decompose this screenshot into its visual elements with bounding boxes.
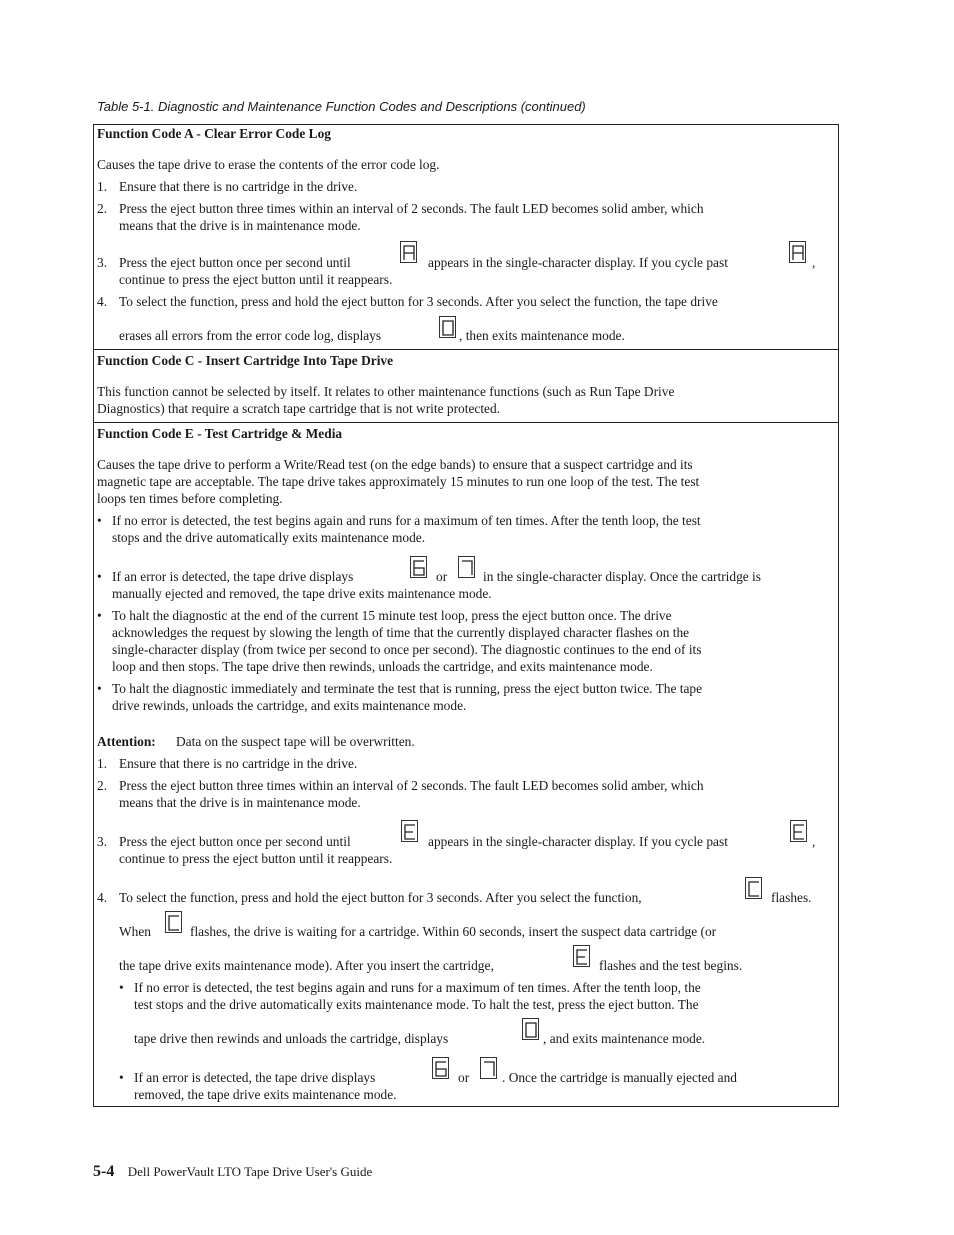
attention-label: Attention: bbox=[97, 734, 156, 749]
section-text: Diagnostics) that require a scratch tape cartridge that is not write protected. bbox=[97, 401, 501, 416]
step-text: Press the eject button once per second until bbox=[119, 834, 351, 849]
section-intro: magnetic tape are acceptable. The tape drive takes approximately 15 minutes to run one loop of the test. The test bbox=[97, 474, 700, 489]
function-code-table bbox=[93, 124, 839, 1107]
section-function-code-e bbox=[94, 422, 838, 1108]
step-text: Ensure that there is no cartridge in the drive. bbox=[119, 756, 358, 771]
bullet-text: removed, the tape drive exits maintenance mode. bbox=[134, 1087, 397, 1102]
bullet-text: manually ejected and removed, the tape drive exits maintenance mode. bbox=[112, 586, 492, 601]
display-char-6-icon bbox=[410, 556, 427, 578]
attention-text: Data on the suspect tape will be overwritten. bbox=[176, 734, 415, 749]
step-text: To select the function, press and hold the eject button for 3 seconds. After you select the function, bbox=[119, 890, 642, 905]
bullet: • bbox=[119, 980, 124, 995]
bullet: • bbox=[97, 513, 102, 528]
step-number: 1. bbox=[97, 179, 108, 194]
step-text: flashes and the test begins. bbox=[599, 958, 743, 973]
bullet-text: test stops and the drive automatically exits maintenance mode. To halt the test, press the eject button. The bbox=[134, 997, 699, 1012]
bullet-text: in the single-character display. Once the cartridge is bbox=[483, 569, 761, 584]
table-caption: Table 5-1. Diagnostic and Maintenance Function Codes and Descriptions (continued) bbox=[97, 99, 586, 114]
step-number: 3. bbox=[97, 255, 108, 270]
step-text: continue to press the eject button until it reappears. bbox=[119, 851, 393, 866]
bullet-text: acknowledges the request by slowing the length of time that the currently displayed character flashes on the bbox=[112, 625, 690, 640]
bullet-text: single-character display (from twice per second to once per second). The diagnostic continues to the end of its bbox=[112, 642, 702, 657]
step-text: erases all errors from the error code log, displays bbox=[119, 328, 382, 343]
bullet: • bbox=[97, 608, 102, 623]
display-char-7-icon bbox=[458, 556, 475, 578]
display-char-e-icon bbox=[790, 820, 807, 842]
bullet-text: tape drive then rewinds and unloads the cartridge, displays bbox=[134, 1031, 449, 1046]
step-text: Press the eject button three times within an interval of 2 seconds. The fault LED becomes solid amber, which bbox=[119, 778, 704, 793]
step-text: Press the eject button once per second until bbox=[119, 255, 351, 270]
step-text: continue to press the eject button until it reappears. bbox=[119, 272, 393, 287]
step-number: 2. bbox=[97, 201, 108, 216]
display-char-0-icon bbox=[522, 1018, 539, 1040]
display-char-0-icon bbox=[439, 316, 456, 338]
step-text: To select the function, press and hold the eject button for 3 seconds. After you select the function, the tape drive bbox=[119, 294, 718, 309]
step-text: means that the drive is in maintenance mode. bbox=[119, 218, 361, 233]
step-number: 4. bbox=[97, 890, 108, 905]
bullet: • bbox=[97, 681, 102, 696]
bullet-text: or bbox=[458, 1070, 470, 1085]
step-text: appears in the single-character display. If you cycle past bbox=[428, 255, 728, 270]
footer-title: Dell PowerVault LTO Tape Drive User's Guide bbox=[127, 1164, 373, 1179]
display-char-a-icon bbox=[400, 241, 417, 263]
bullet-text: If no error is detected, the test begins again and runs for a maximum of ten times. After the tenth loop, the test bbox=[112, 513, 701, 528]
bullet: • bbox=[97, 569, 102, 584]
bullet-text: To halt the diagnostic at the end of the current 15 minute test loop, press the eject button once. The drive bbox=[112, 608, 672, 623]
bullet: • bbox=[119, 1070, 124, 1085]
step-text: , bbox=[812, 834, 816, 849]
step-text: flashes. bbox=[771, 890, 812, 905]
bullet-text: If no error is detected, the test begins again and runs for a maximum of ten times. After the tenth loop, the bbox=[134, 980, 701, 995]
display-char-a-icon bbox=[789, 241, 806, 263]
section-intro: loops ten times before completing. bbox=[97, 491, 283, 506]
step-text: appears in the single-character display. If you cycle past bbox=[428, 834, 728, 849]
display-char-6-icon bbox=[432, 1057, 449, 1079]
page-footer bbox=[93, 1163, 372, 1181]
step-text: , bbox=[812, 255, 816, 270]
step-text: , then exits maintenance mode. bbox=[459, 328, 625, 343]
bullet-text: If an error is detected, the tape drive displays bbox=[134, 1070, 376, 1085]
step-text: means that the drive is in maintenance mode. bbox=[119, 795, 361, 810]
step-text: the tape drive exits maintenance mode). After you insert the cartridge, bbox=[119, 958, 494, 973]
display-char-c-icon bbox=[745, 877, 762, 899]
bullet-text: or bbox=[436, 569, 448, 584]
display-char-c-icon bbox=[165, 911, 182, 933]
section-intro: Causes the tape drive to perform a Write/Read test (on the edge bands) to ensure that a suspect cartridge and its bbox=[97, 457, 693, 472]
step-text: Ensure that there is no cartridge in the drive. bbox=[119, 179, 358, 194]
step-text: Press the eject button three times within an interval of 2 seconds. The fault LED becomes solid amber, which bbox=[119, 201, 704, 216]
bullet-text: , and exits maintenance mode. bbox=[543, 1031, 706, 1046]
step-number: 2. bbox=[97, 778, 108, 793]
section-function-code-a bbox=[94, 125, 838, 350]
section-heading: Function Code C - Insert Cartridge Into Tape Drive bbox=[97, 353, 394, 368]
section-heading: Function Code E - Test Cartridge & Media bbox=[97, 426, 343, 441]
bullet-text: stops and the drive automatically exits maintenance mode. bbox=[112, 530, 426, 545]
bullet-text: If an error is detected, the tape drive displays bbox=[112, 569, 354, 584]
display-char-e-icon bbox=[573, 945, 590, 967]
display-char-e-icon bbox=[401, 820, 418, 842]
section-function-code-c bbox=[94, 349, 838, 423]
section-heading: Function Code A - Clear Error Code Log bbox=[97, 126, 331, 141]
step-text: flashes, the drive is waiting for a cartridge. Within 60 seconds, insert the suspect data cartridge (or bbox=[190, 924, 717, 939]
bullet-text: To halt the diagnostic immediately and terminate the test that is running, press the eject button twice. The tape bbox=[112, 681, 703, 696]
page-number: 5-4 bbox=[93, 1163, 115, 1180]
step-number: 3. bbox=[97, 834, 108, 849]
step-number: 4. bbox=[97, 294, 108, 309]
bullet-text: . Once the cartridge is manually ejected and bbox=[502, 1070, 737, 1085]
step-number: 1. bbox=[97, 756, 108, 771]
section-text: This function cannot be selected by itself. It relates to other maintenance functions (such as Run Tape Drive bbox=[97, 384, 675, 399]
step-text: When bbox=[119, 924, 151, 939]
section-intro: Causes the tape drive to erase the contents of the error code log. bbox=[97, 157, 440, 172]
bullet-text: drive rewinds, unloads the cartridge, and exits maintenance mode. bbox=[112, 698, 467, 713]
display-char-7-icon bbox=[480, 1057, 497, 1079]
bullet-text: loop and then stops. The tape drive then rewinds, unloads the cartridge, and exits maintenance mode. bbox=[112, 659, 653, 674]
